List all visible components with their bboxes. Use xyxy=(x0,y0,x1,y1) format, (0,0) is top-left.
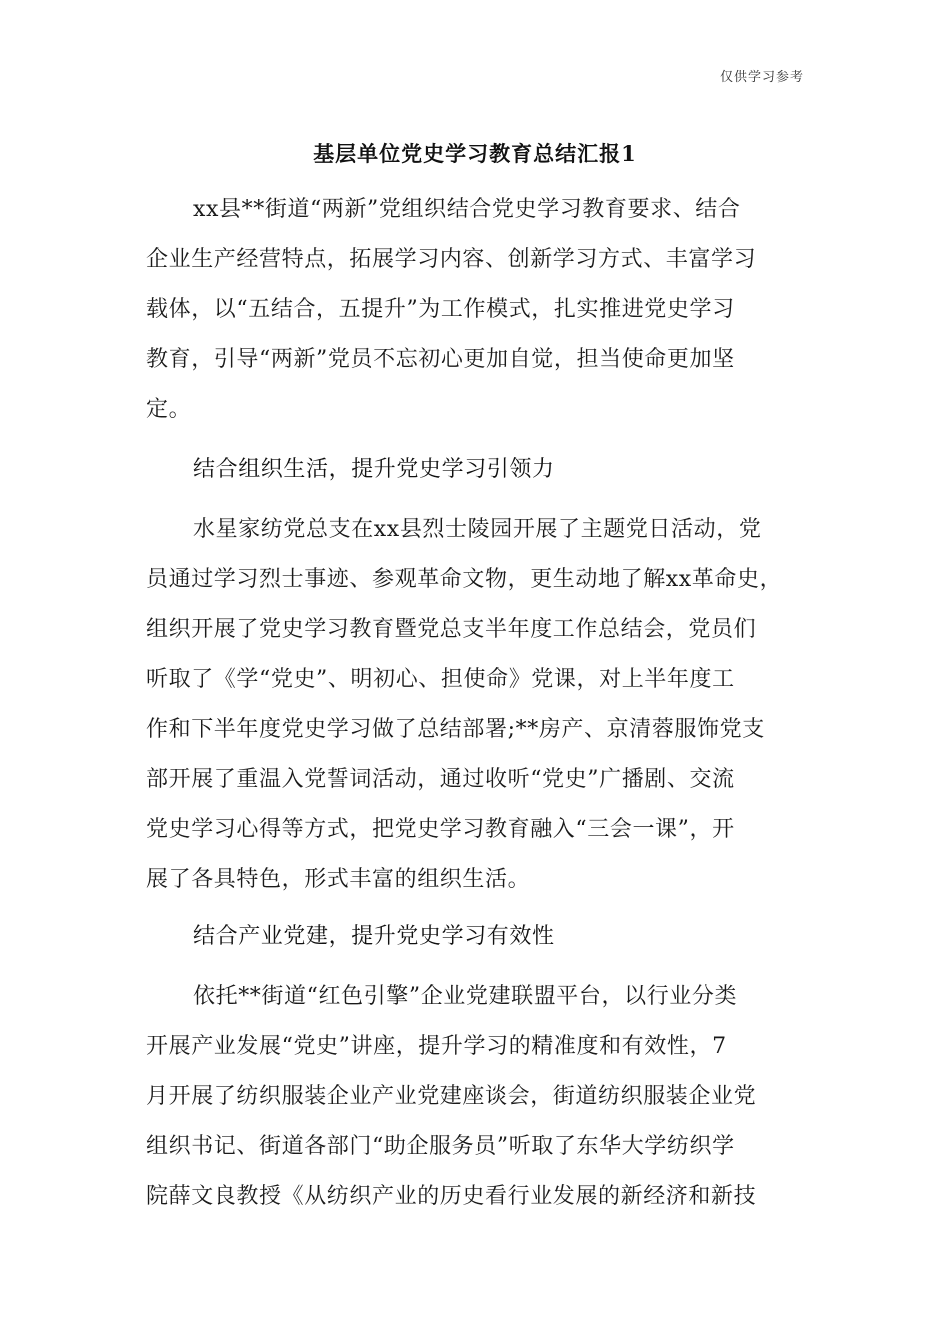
paragraph-2-line-7: 党史学习心得等方式，把党史学习教育融入“三会一课”，开 xyxy=(146,817,735,842)
paragraph-3-line-2: 开展产业发展“党史”讲座，提升学习的精准度和有效性，7 xyxy=(146,1034,727,1059)
paragraph-3-line-4: 组织书记、街道各部门“助企服务员”听取了东华大学纺织学 xyxy=(146,1134,735,1159)
paragraph-1-line-4: 教育，引导“两新”党员不忘初心更加自觉，担当使命更加坚 xyxy=(146,347,735,372)
paragraph-3-line-5: 院薛文良教授《从纺织产业的历史看行业发展的新经济和新技 xyxy=(146,1184,757,1209)
paragraph-2-line-5: 作和下半年度党史学习做了总结部署;**房产、京清蓉服饰党支 xyxy=(146,717,765,742)
paragraph-1-line-2: 企业生产经营特点，拓展学习内容、创新学习方式、丰富学习 xyxy=(146,247,757,272)
paragraph-2-line-6: 部开展了重温入党誓词活动，通过收听“党史”广播剧、交流 xyxy=(146,767,735,792)
paragraph-1-line-1: xx县**街道“两新”党组织结合党史学习教育要求、结合 xyxy=(193,197,741,222)
paragraph-2-line-4: 听取了《学“党史”、明初心、担使命》党课，对上半年度工 xyxy=(146,667,735,692)
paragraph-1-line-5: 定。 xyxy=(146,397,192,422)
header-note: 仅供学习参考 xyxy=(719,70,804,85)
paragraph-1-line-3: 载体，以“五结合，五提升”为工作模式，扎实推进党史学习 xyxy=(146,297,735,322)
section-heading-1: 结合组织生活，提升党史学习引领力 xyxy=(193,457,555,482)
paragraph-2-line-3: 组织开展了党史学习教育暨党总支半年度工作总结会，党员们 xyxy=(146,617,757,642)
document-title: 基层单位党史学习教育总结汇报1 xyxy=(313,141,637,166)
paragraph-2-line-1: 水星家纺党总支在xx县烈士陵园开展了主题党日活动，党 xyxy=(193,517,762,542)
section-heading-2: 结合产业党建，提升党史学习有效性 xyxy=(193,924,555,949)
paragraph-3-line-1: 依托**街道“红色引擎”企业党建联盟平台，以行业分类 xyxy=(193,984,738,1009)
paragraph-2-line-2: 员通过学习烈士事迹、参观革命文物，更生动地了解xx革命史， xyxy=(146,567,783,592)
paragraph-3-line-3: 月开展了纺织服装企业产业党建座谈会，街道纺织服装企业党 xyxy=(146,1084,757,1109)
paragraph-2-line-8: 展了各具特色，形式丰富的组织生活。 xyxy=(146,867,531,892)
